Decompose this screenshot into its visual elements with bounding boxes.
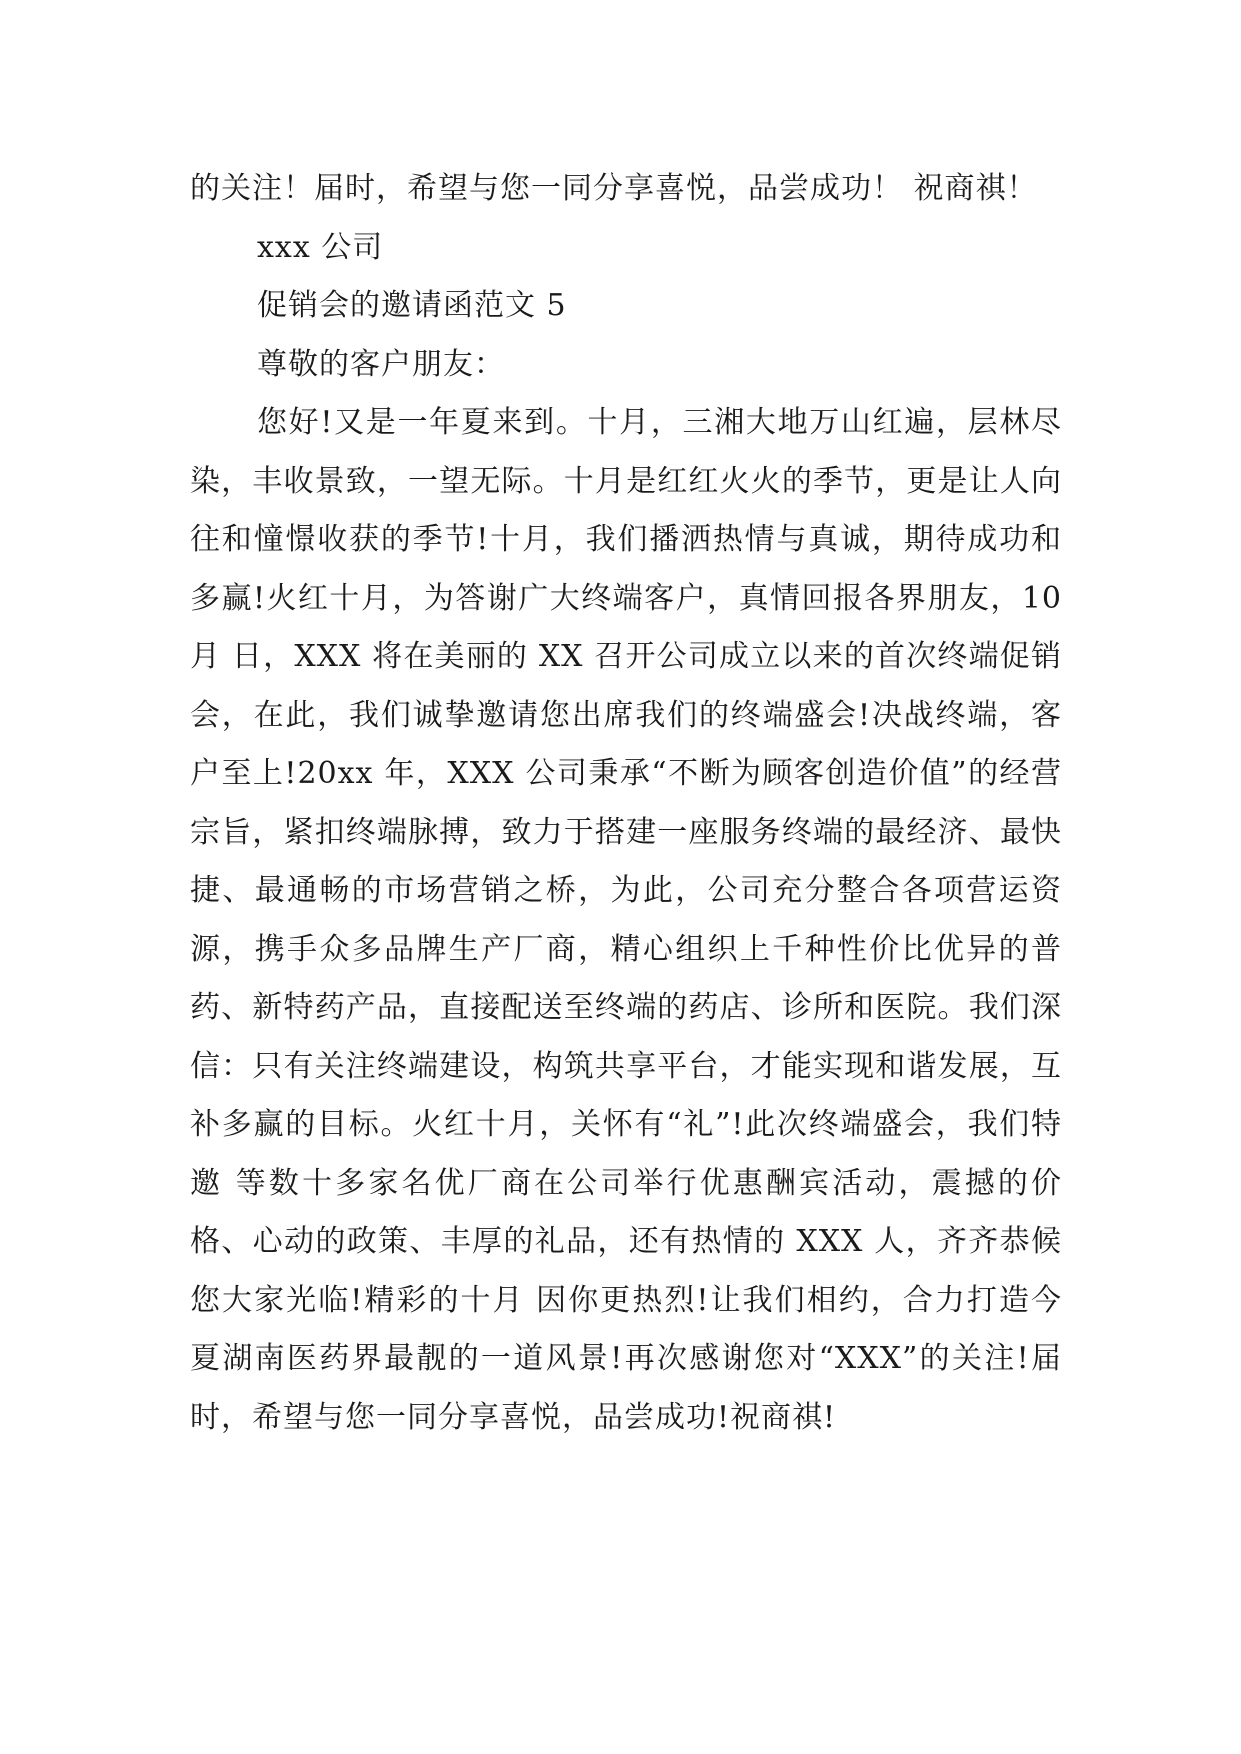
body-paragraph: 您好!又是一年夏来到。十月，三湘大地万山红遍，层林尽染，丰收景致，一望无际。十月是红红火火的季节，更是让人向往和憧憬收获的季节!十月，我们播洒热情与真诚，期待成功和多赢!火红十月，为答谢广大终端客户，真情回报各界朋友，10 月 日，XXX 将在美丽的 XX 召开公司成立以来的首次终端促销会，在此，我们诚挚邀请您出席我们的终端盛会!决战终端，客户至上!20xx 年，XXX 公司秉承“不断为顾客创造价值”的经营宗旨，紧扣终端脉搏，致力于搭建一座服务终端的最经济、最快捷、最通畅的市场营销之桥，为此，公司充分整合各项营运资源，携手众多品牌生产厂商，精心组织上千种性价比优异的普药、新特药产品，直接配送至终端的药店、诊所和医院。我们深信：只有关注终端建设，构筑共享平台，才能实现和谐发展，互补多赢的目标。火红十月，关怀有“礼”!此次终端盛会，我们特邀 等数十多家名优厂商在公司举行优惠酬宾活动，震撼的价格、心动的政策、丰厚的礼品，还有热情的 XXX 人，齐齐恭候您大家光临!精彩的十月 因你更热烈!让我们相约，合力打造今夏湖南医药界最靓的一道风景!再次感谢您对“XXX”的关注!届时，希望与您一同分享喜悦，品尝成功!祝商祺!: [190, 405, 1062, 1435]
company-signature: xxx 公司: [257, 229, 384, 265]
section-title: 促销会的邀请函范文 5: [257, 288, 567, 323]
continuation-paragraph: 的关注！届时，希望与您一同分享喜悦，品尝成功！ 祝商祺！: [190, 171, 1038, 206]
document-content: [190, 160, 1062, 1447]
salutation: 尊敬的客户朋友：: [257, 346, 505, 382]
